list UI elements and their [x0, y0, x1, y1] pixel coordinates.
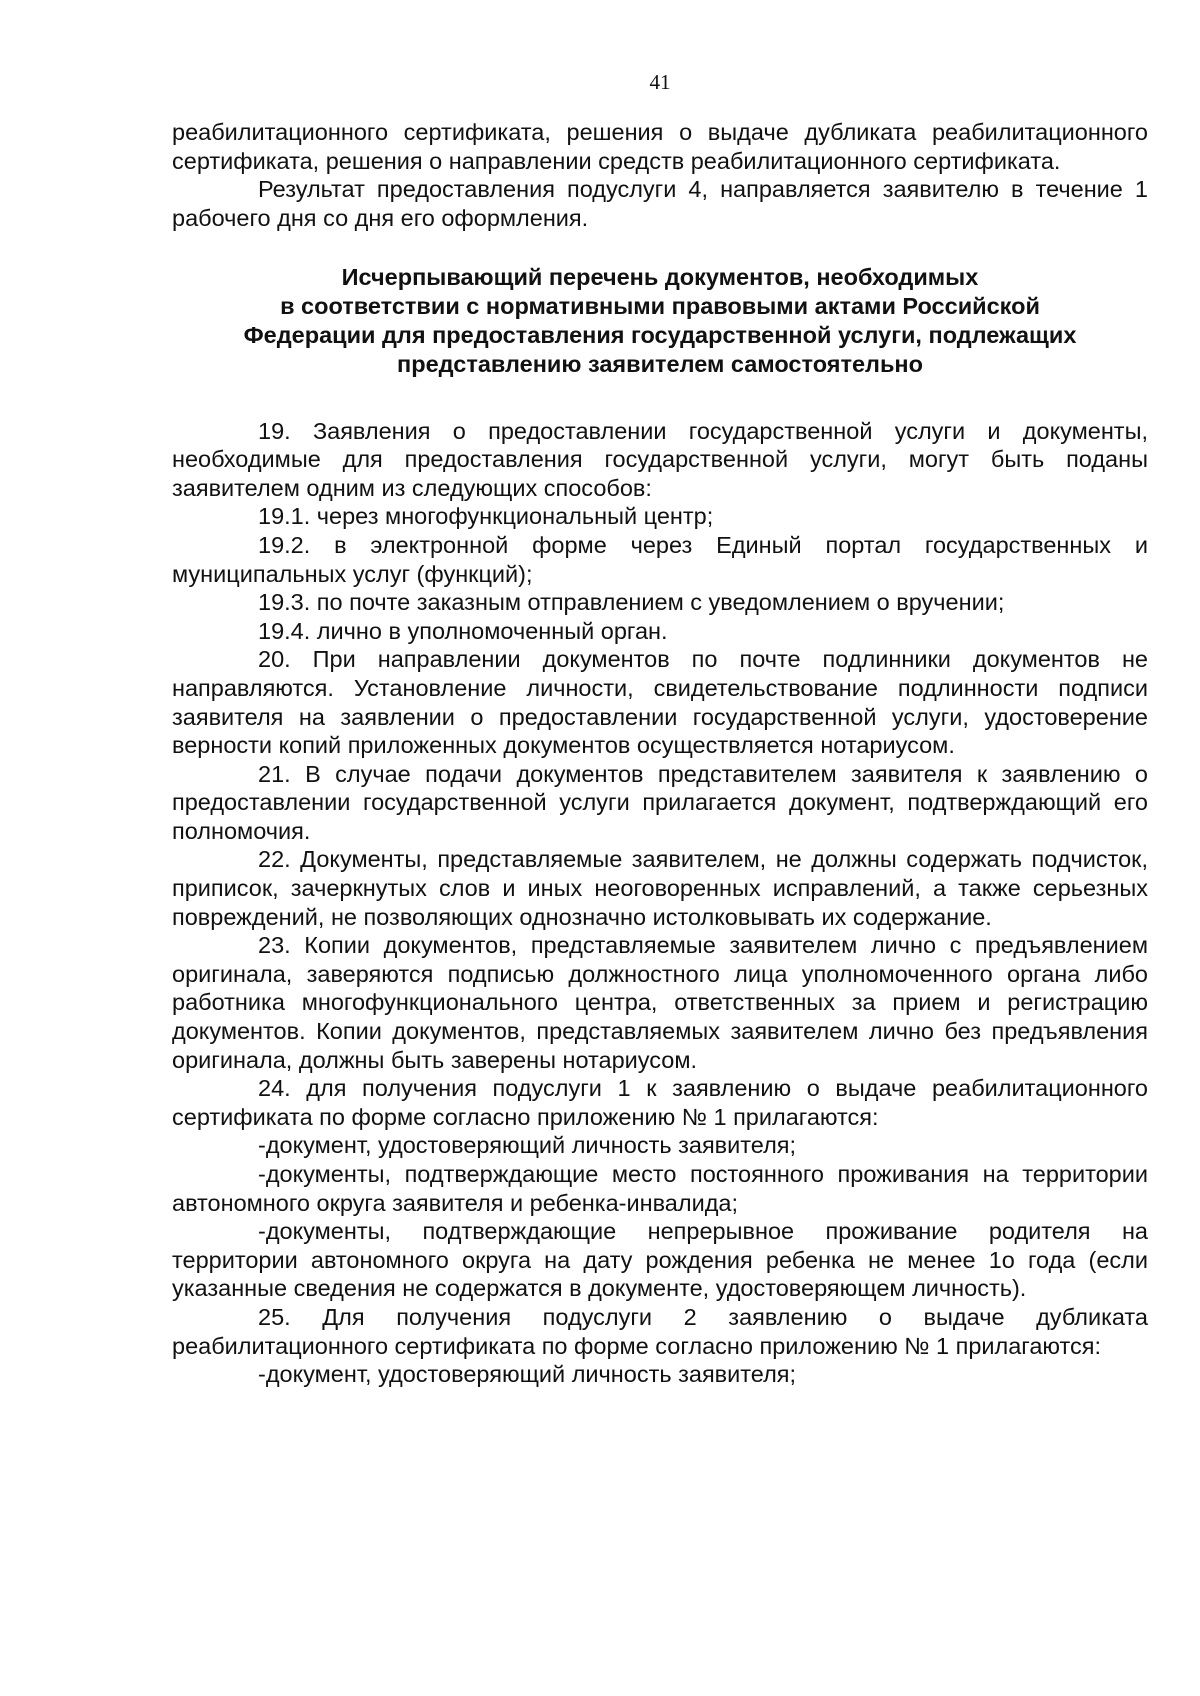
intro-paragraph-result: Результат предоставления подуслуги 4, направляется заявителю в течение 1 рабочего дня со дня его оформления. [172, 176, 1148, 231]
paragraph-25: 25. Для получения подуслуги 2 заявлению о выдаче дубликата реабилитационного сертификата по форме согласно приложению № 1 прилагаются: [172, 1303, 1148, 1359]
intro-paragraph-continuation: реабилитационного сертификата, решения о выдаче дубликата реабилитационного сертификата, решения о направлении средств реабилитационного сертификата. [172, 119, 1148, 174]
paragraph-22: 22. Документы, представляемые заявителем, не должны содержать подчисток, приписок, зачеркнутых слов и иных неоговоренных исправлений, а также серьезных повреждений, не позволяющих однозначно истолковывать их содержание. [172, 846, 1148, 930]
paragraph-19-1: 19.1. через многофункциональный центр; [258, 503, 714, 530]
paragraph-20: 20. При направлении документов по почте подлинники документов не направляются. Установление личности, свидетельствование подлинности подписи заявителя на заявлении о предоставлении государственной услуги, удостоверение верности копий приложенных документов осуществляется нотариусом. [172, 646, 1148, 759]
page-number: 41 [649, 70, 671, 94]
section-heading-line-1: Исчерпывающий перечень документов, необходимых [341, 264, 979, 291]
list-item-identity-document: -документ, удостоверяющий личность заявителя; [258, 1132, 797, 1159]
list-item-residence-documents: -документы, подтверждающие место постоянного проживания на территории автономного округа заявителя и ребенка-инвалида; [172, 1161, 1148, 1216]
document-page [172, 70, 1148, 1389]
section-heading-line-4: представлению заявителем самостоятельно [397, 350, 923, 377]
paragraph-23: 23. Копии документов, представляемые заявителем лично с предъявлением оригинала, заверяются подписью должностного лица уполномоченного органа либо работника многофункционального центра, ответственных за прием и регистрацию документов. Копии документов, представляемых заявителем лично без предъявления оригинала, должны быть заверены нотариусом. [172, 932, 1148, 1073]
paragraph-19-3: 19.3. по почте заказным отправлением с уведомлением о вручении; [258, 589, 1005, 616]
section-heading-line-3: Федерации для предоставления государственной услуги, подлежащих [243, 321, 1077, 348]
paragraph-19-2: 19.2. в электронной форме через Единый портал государственных и муниципальных услуг (функций); [172, 531, 1148, 587]
list-item-identity-document-duplicate: -документ, удостоверяющий личность заявителя; [258, 1361, 797, 1388]
paragraph-21: 21. В случае подачи документов представителем заявителя к заявлению о предоставлении государственной услуги прилагается документ, подтверждающий его полномочия. [172, 760, 1148, 844]
list-item-continuous-residence-documents: -документы, подтверждающие непрерывное проживание родителя на территории автономного округа на дату рождения ребенка не менее 1о года (если указанные сведения не содержатся в документе, удостоверяющем личность). [172, 1218, 1148, 1302]
paragraph-19: 19. Заявления о предоставлении государственной услуги и документы, необходимые для предоставления государственной услуги, могут быть поданы заявителем одним из следующих способов: [172, 417, 1148, 501]
paragraph-19-4: 19.4. лично в уполномоченный орган. [258, 617, 668, 644]
section-heading [172, 263, 1148, 378]
section-heading-line-2: в соответствии с нормативными правовыми актами Российской [280, 293, 1040, 320]
paragraph-24: 24. для получения подуслуги 1 к заявлению о выдаче реабилитационного сертификата по форме согласно приложению № 1 прилагаются: [172, 1075, 1148, 1130]
